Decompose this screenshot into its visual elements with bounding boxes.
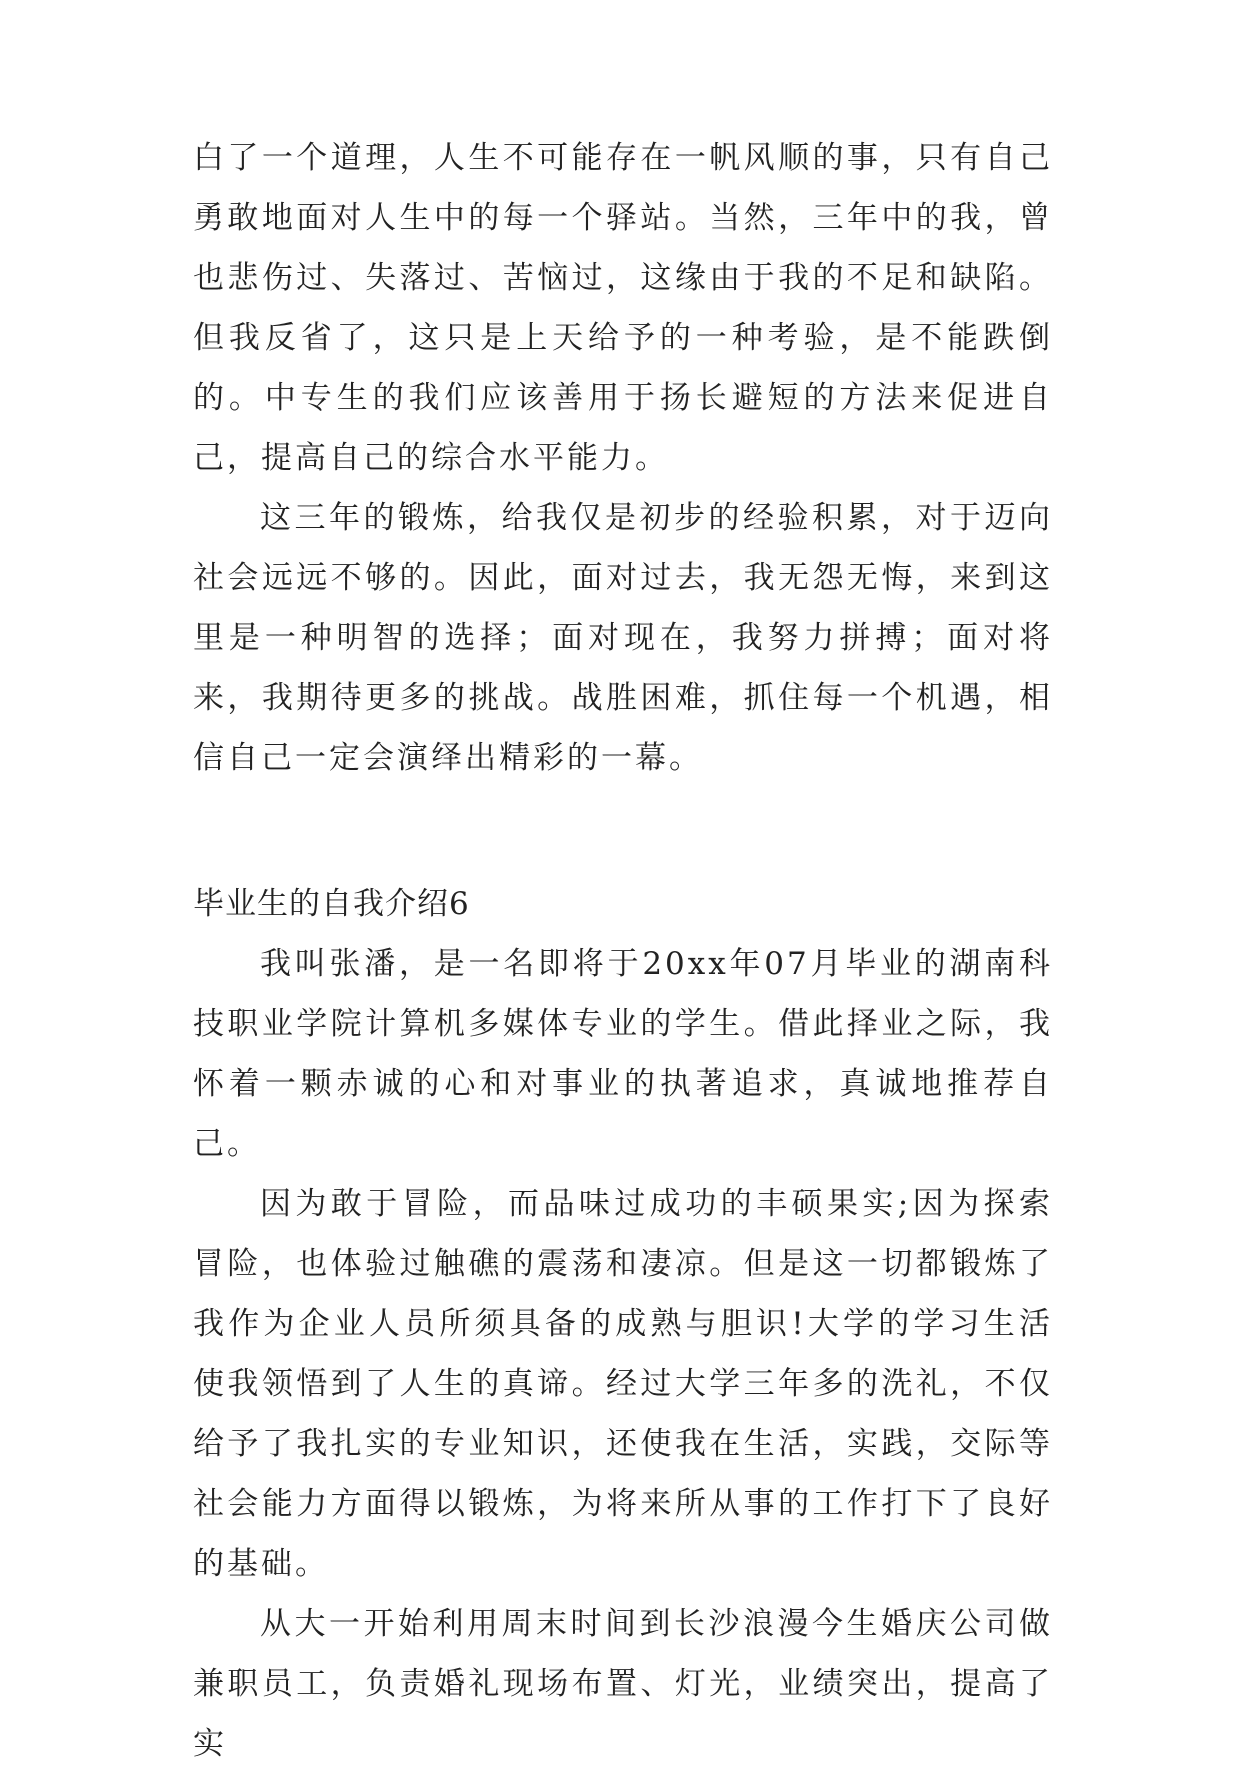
paragraph-continuation: 白了一个道理，人生不可能存在一帆风顺的事，只有自己勇敢地面对人生中的每一个驿站。当然，三年中的我，曾也悲伤过、失落过、苦恼过，这缘由于我的不足和缺陷。但我反省了，这只是上天给予的一种考验，是不能跌倒的。中专生的我们应该善用于扬长避短的方法来促进自己，提高自己的综合水平能力。 — [193, 140, 1053, 476]
paragraph: 从大一开始利用周末时间到长沙浪漫今生婚庆公司做兼职员工，负责婚礼现场布置、灯光，业绩突出，提高了实 — [193, 1606, 1053, 1762]
paragraph: 因为敢于冒险，而品味过成功的丰硕果实;因为探索冒险，也体验过触礁的震荡和凄凉。但是这一切都锻炼了我作为企业人员所须具备的成熟与胆识!大学的学习生活使我领悟到了人生的真谛。经过大学三年多的洗礼，不仅给予了我扎实的专业知识，还使我在生活，实践，交际等社会能力方面得以锻炼，为将来所从事的工作打下了良好的基础。 — [193, 1186, 1053, 1582]
document-page — [193, 128, 1053, 1774]
paragraph: 这三年的锻炼，给我仅是初步的经验积累，对于迈向社会远远不够的。因此，面对过去，我无怨无悔，来到这里是一种明智的选择；面对现在，我努力拼搏；面对将来，我期待更多的挑战。战胜困难，抓住每一个机遇，相信自己一定会演绎出精彩的一幕。 — [193, 500, 1053, 776]
section-title: 毕业生的自我介绍6 — [193, 886, 470, 922]
paragraph: 我叫张潘，是一名即将于20xx年07月毕业的湖南科技职业学院计算机多媒体专业的学生。借此择业之际，我怀着一颗赤诚的心和对事业的执著追求，真诚地推荐自己。 — [193, 946, 1053, 1162]
